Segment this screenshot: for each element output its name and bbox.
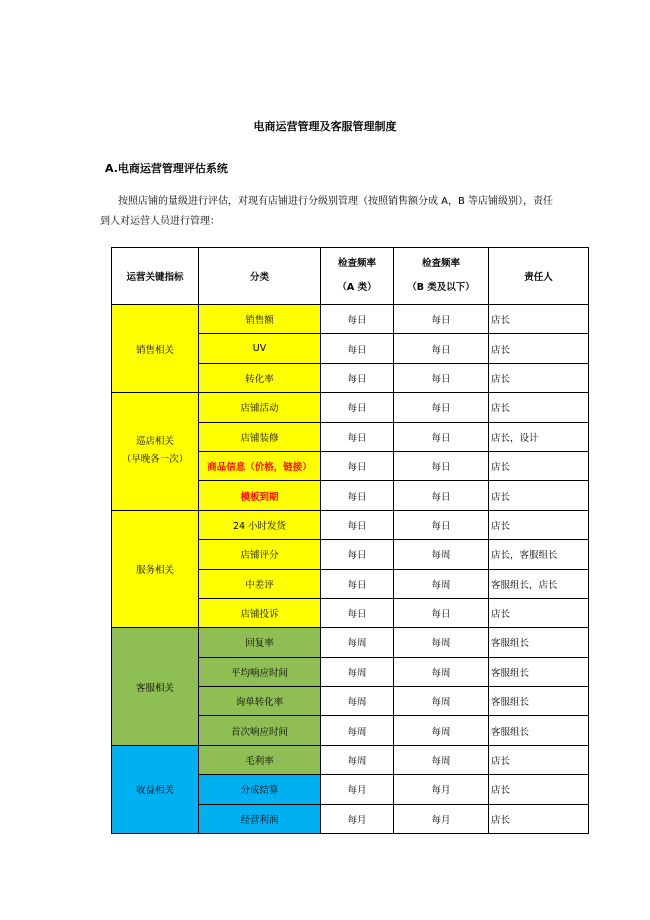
group-sublabel: （早晚各一次） (121, 454, 189, 466)
table-row (112, 510, 589, 539)
item-cell: UV (199, 334, 321, 363)
owner-cell: 店长 (489, 804, 589, 833)
owner-cell: 客服组长 (489, 657, 589, 686)
freq-a-cell: 每日 (321, 305, 394, 334)
header-kpi: 运营关键指标 (112, 248, 199, 305)
owner-cell: 店长 (489, 305, 589, 334)
header-owner: 责任人 (489, 248, 589, 305)
freq-b-cell: 每周 (394, 716, 489, 745)
freq-b-cell: 每日 (394, 393, 489, 422)
freq-b-cell: 每日 (394, 481, 489, 510)
document-title: 电商运营管理及客服管理制度 (253, 120, 397, 133)
group-label: 服务相关 (135, 565, 174, 577)
group-revenue (112, 745, 199, 833)
freq-b-cell: 每周 (394, 687, 489, 716)
table-row (112, 628, 589, 657)
owner-cell: 店长 (489, 363, 589, 392)
header-freq-b (394, 248, 489, 305)
freq-a-cell: 每日 (321, 569, 394, 598)
header-freq-b-line2: （B 类及以下） (407, 282, 475, 293)
owner-cell: 店长 (489, 451, 589, 480)
group-customer-service (112, 628, 199, 746)
header-freq-a-line2: （A 类） (337, 282, 377, 293)
owner-cell: 客服组长 (489, 687, 589, 716)
group-store-inspection (112, 393, 199, 511)
item-cell: 店铺评分 (199, 540, 321, 569)
freq-a-cell: 每日 (321, 334, 394, 363)
group-label: 收益相关 (135, 785, 174, 797)
owner-cell: 客服组长 (489, 628, 589, 657)
freq-b-cell: 每日 (394, 598, 489, 627)
owner-cell: 店长 (489, 775, 589, 804)
freq-b-cell: 每日 (394, 510, 489, 539)
item-cell-highlight: 模板到期 (199, 481, 321, 510)
freq-a-cell: 每周 (321, 687, 394, 716)
freq-b-cell: 每周 (394, 745, 489, 774)
group-sales (112, 305, 199, 393)
item-cell: 询单转化率 (199, 687, 321, 716)
freq-b-cell: 每日 (394, 305, 489, 334)
item-cell: 24 小时发货 (199, 510, 321, 539)
table-row (112, 745, 589, 774)
group-label: 销售相关 (135, 344, 174, 356)
owner-cell: 店长 (489, 481, 589, 510)
freq-b-cell: 每周 (394, 628, 489, 657)
header-category: 分类 (199, 248, 321, 305)
freq-a-cell: 每日 (321, 481, 394, 510)
kpi-table (111, 247, 589, 834)
freq-a-cell: 每日 (321, 363, 394, 392)
table-row (112, 393, 589, 422)
item-cell: 店铺装修 (199, 422, 321, 451)
owner-cell: 店长 (489, 598, 589, 627)
owner-cell: 店长 (489, 393, 589, 422)
item-cell: 中差评 (199, 569, 321, 598)
freq-b-cell: 每月 (394, 775, 489, 804)
freq-b-cell: 每日 (394, 451, 489, 480)
item-cell: 平均响应时间 (199, 657, 321, 686)
owner-cell: 客服组长 (489, 716, 589, 745)
freq-a-cell: 每周 (321, 657, 394, 686)
owner-cell: 店长，设计 (489, 422, 589, 451)
freq-a-cell: 每周 (321, 745, 394, 774)
item-cell: 销售额 (199, 305, 321, 334)
group-label: 客服相关 (135, 682, 174, 694)
owner-cell: 店长 (489, 745, 589, 774)
freq-a-cell: 每日 (321, 598, 394, 627)
freq-a-cell: 每日 (321, 451, 394, 480)
header-freq-b-line1: 检查频率 (421, 258, 460, 269)
freq-b-cell: 每日 (394, 363, 489, 392)
item-cell-highlight: 商品信息（价格，链接） (199, 451, 321, 480)
item-cell: 首次响应时间 (199, 716, 321, 745)
item-cell: 店铺活动 (199, 393, 321, 422)
section-heading: A.电商运营管理评估系统 (105, 162, 228, 175)
group-service (112, 510, 199, 628)
freq-a-cell: 每周 (321, 628, 394, 657)
freq-b-cell: 每周 (394, 657, 489, 686)
item-cell: 毛利率 (199, 745, 321, 774)
item-cell: 店铺投诉 (199, 598, 321, 627)
freq-b-cell: 每日 (394, 334, 489, 363)
item-cell: 分成结算 (199, 775, 321, 804)
owner-cell: 店长 (489, 510, 589, 539)
group-label: 巡店相关 (135, 436, 174, 448)
freq-a-cell: 每日 (321, 510, 394, 539)
table-header-row (112, 248, 589, 305)
freq-b-cell: 每日 (394, 422, 489, 451)
item-cell: 转化率 (199, 363, 321, 392)
freq-b-cell: 每月 (394, 804, 489, 833)
intro-paragraph: 按照店铺的量级进行评估，对现有店铺进行分级别管理（按照销售额分成 A，B 等店铺级别），责任到人对运营人员进行管理： (100, 196, 554, 227)
item-cell: 回复率 (199, 628, 321, 657)
freq-b-cell: 每周 (394, 540, 489, 569)
freq-b-cell: 每周 (394, 569, 489, 598)
header-freq-a (321, 248, 394, 305)
freq-a-cell: 每月 (321, 775, 394, 804)
header-freq-a-line1: 检查频率 (337, 258, 376, 269)
freq-a-cell: 每日 (321, 422, 394, 451)
freq-a-cell: 每周 (321, 716, 394, 745)
owner-cell: 客服组长，店长 (489, 569, 589, 598)
owner-cell: 店长 (489, 334, 589, 363)
item-cell: 经营利润 (199, 804, 321, 833)
owner-cell: 店长，客服组长 (489, 540, 589, 569)
freq-a-cell: 每日 (321, 540, 394, 569)
freq-a-cell: 每日 (321, 393, 394, 422)
table-row (112, 305, 589, 334)
freq-a-cell: 每月 (321, 804, 394, 833)
